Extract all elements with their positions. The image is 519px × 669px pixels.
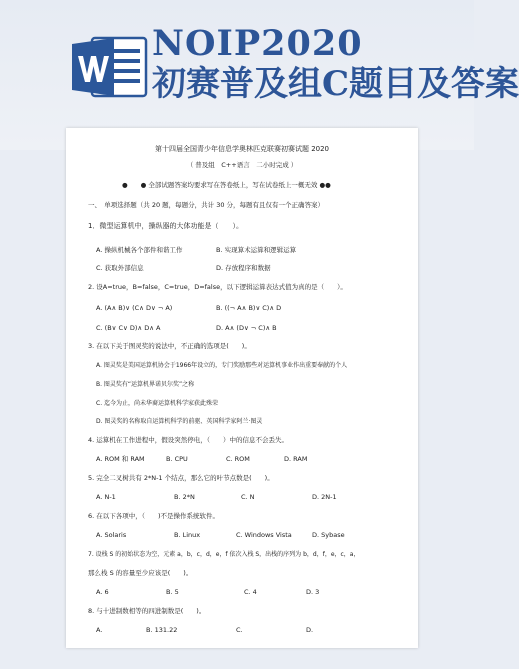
banner-title (152, 23, 519, 104)
question-8-option-d: D. (306, 626, 314, 634)
question-6-option-d: D. Sybase (312, 531, 345, 539)
question-5-option-a: A. N-1 (96, 493, 116, 501)
question-5-option-b: B. 2*N (174, 493, 195, 501)
question-2-option-d: D. A∧ (D∨ ¬ C)∧ B (216, 324, 277, 332)
question-8-option-b: B. 131.22 (146, 626, 178, 634)
question-4-option-b: B. CPU (166, 455, 188, 463)
question-1-option-a: A. 操纵机械各个部件和谐工作 (96, 246, 183, 254)
question-3-option-a: A. 图灵奖是美国运算机协会于1966年设立的，专门奖励那些对运算机事业作出重要奉献的个人 (96, 362, 348, 369)
question-7-option-c: C. 4 (244, 588, 257, 596)
question-7-stem-continued: 那么栈 S 的容量至少应该是( )。 (88, 569, 193, 577)
question-5-option-c: C. N (241, 493, 255, 501)
banner-title-line1: NOIP2020 (152, 23, 363, 64)
question-2-option-c: C. (B∨ C∨ D)∧ D∧ A (96, 324, 161, 332)
question-4-option-a: A. ROM 和 RAM (96, 455, 145, 463)
question-1-option-b: B. 实现算术运算和逻辑运算 (216, 246, 297, 254)
question-4-option-c: C. ROM (226, 455, 250, 463)
section-heading: 一、 单项选择题（共 20 题，每题分，共计 30 分，每题有且仅有一个正确答案） (88, 201, 325, 209)
exam-paper (66, 128, 418, 648)
question-2-option-b: B. ((¬ A∧ B)∨ C)∧ D (216, 304, 282, 312)
question-4-option-d: D. RAM (284, 455, 308, 463)
question-6-stem: 6. 在以下各项中，（ )不是操作系统软件。 (88, 512, 220, 520)
exam-notice: ● ● 全部试题答案均要求写在答卷纸上，写在试卷纸上一概无效 ●● (122, 181, 331, 189)
question-3-stem: 3. 在以下关于图灵奖的说法中，不正确的选项是( )。 (88, 342, 251, 350)
question-5-stem: 5. 完全二叉树共有 2*N-1 个结点，那么它的叶节点数是( )。 (88, 474, 274, 482)
question-2-stem: 2. 设A=true，B=false，C=true，D=false，以下逻辑运算表达式值为真的是（ ）。 (88, 283, 347, 291)
question-8-stem: 8. 与十进制数相等的四进制数是( )。 (88, 607, 206, 615)
exam-title: 第十四届全国青少年信息学奥林匹克联赛初赛试题 2020 (154, 145, 330, 153)
question-3-option-c: C. 迄今为止，尚未华裔运算机科学家获此殊荣 (96, 400, 219, 407)
question-5-option-d: D. 2N-1 (312, 493, 337, 501)
banner-title-line2: 初赛普及组C题目及答案 (152, 64, 519, 104)
question-6-option-a: A. Solaris (96, 531, 127, 539)
exam-subtitle: （ 普及组 C++语言 二小时完成 ） (186, 161, 298, 169)
question-1-stem: 1．微型运算机中，操纵器的大体功能是（ ）。 (88, 222, 243, 230)
question-3-option-b: B. 图灵奖有“运算机界诺贝尔奖”之称 (96, 381, 195, 388)
question-4-stem: 4. 运算机在工作进程中，假设突然停电，（ ）中的信息不会丢失。 (88, 436, 289, 444)
question-2-option-a: A. (A∧ B)∨ (C∧ D∨ ¬ A) (96, 304, 173, 312)
question-7-option-a: A. 6 (96, 588, 109, 596)
question-6-option-c: C. Windows Vista (236, 531, 292, 539)
question-7-option-b: B. 5 (166, 588, 179, 596)
question-7-option-d: D. 3 (306, 588, 320, 596)
question-8-option-c: C. (236, 626, 243, 634)
question-6-option-b: B. Linux (174, 531, 201, 539)
question-1-option-c: C. 获取外部信息 (96, 264, 144, 272)
word-document-icon (70, 34, 150, 100)
question-1-option-d: D. 存放程序和数据 (216, 264, 271, 272)
question-7-stem: 7. 设栈 S 的初始状态为空，元素 a，b，c，d，e，f 依次入栈 S，出栈的序列为 b，d，f，e，c，a， (88, 551, 360, 558)
question-3-option-d: D. 图灵奖的名称取自运算机科学的前驱、英国科学家阿兰·图灵 (96, 418, 263, 425)
question-8-option-a: A. (96, 626, 103, 634)
